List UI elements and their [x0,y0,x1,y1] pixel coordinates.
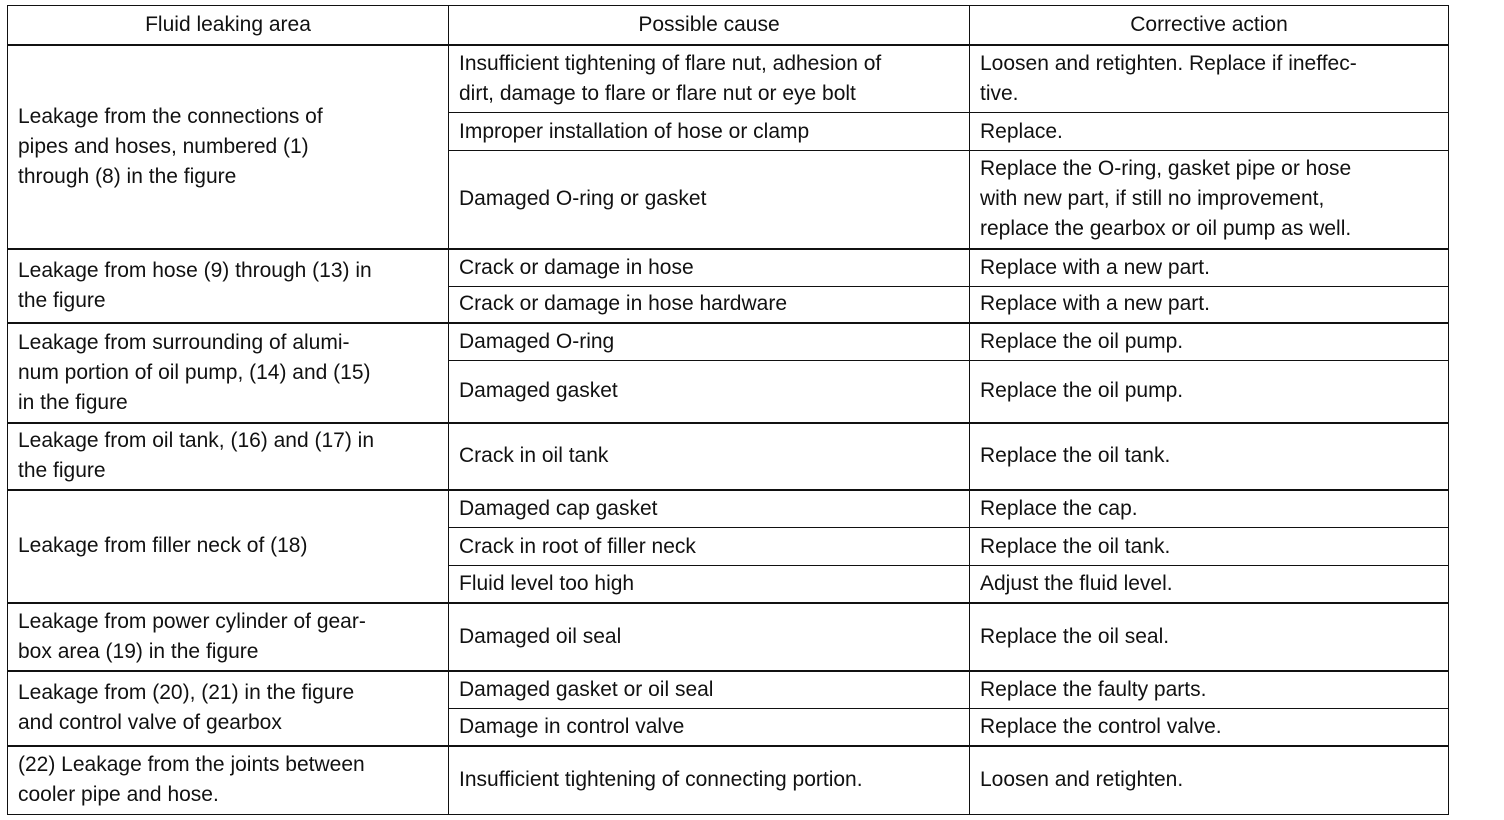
possible-cause-cell: Crack or damage in hose [449,249,970,287]
header-corrective-action: Corrective action [970,6,1449,45]
possible-cause-cell: Damaged O-ring or gasket [449,151,970,249]
table-row [8,249,1449,287]
corrective-action-cell: Replace the oil tank. [970,528,1449,566]
leaking-area-cell: Leakage from hose (9) through (13) in the figure [8,249,449,323]
possible-cause-cell: Damaged gasket or oil seal [449,671,970,709]
corrective-action-cell: Replace the control valve. [970,709,1449,746]
corrective-action-cell: Adjust the fluid level. [970,566,1449,603]
possible-cause-cell: Damaged O-ring [449,323,970,361]
possible-cause-cell: Crack or damage in hose hardware [449,287,970,323]
corrective-action-cell: Replace with a new part. [970,287,1449,323]
possible-cause-cell: Insufficient tightening of flare nut, adhesion of dirt, damage to flare or flare nut or eye bolt [449,45,970,113]
header-row [8,6,1449,45]
table-row [8,490,1449,528]
leaking-area-cell: Leakage from filler neck of (18) [8,490,449,603]
leaking-area-cell: Leakage from power cylinder of gear- box area (19) in the figure [8,603,449,671]
table-row [8,323,1449,361]
possible-cause-cell: Damaged cap gasket [449,490,970,528]
corrective-action-cell: Replace. [970,113,1449,151]
leaking-area-cell: Leakage from the connections of pipes and hoses, numbered (1) through (8) in the figure [8,45,449,249]
corrective-action-cell: Loosen and retighten. Replace if ineffec- tive. [970,45,1449,113]
corrective-action-cell: Replace the oil pump. [970,323,1449,361]
leaking-area-cell: Leakage from oil tank, (16) and (17) in the figure [8,423,449,490]
possible-cause-cell: Damaged oil seal [449,603,970,671]
corrective-action-cell: Replace the O-ring, gasket pipe or hose with new part, if still no improvement, replace the gearbox or oil pump as well. [970,151,1449,249]
possible-cause-cell: Crack in oil tank [449,423,970,490]
corrective-action-cell: Replace with a new part. [970,249,1449,287]
possible-cause-cell: Fluid level too high [449,566,970,603]
leaking-area-cell: (22) Leakage from the joints between cooler pipe and hose. [8,746,449,815]
corrective-action-cell: Replace the faulty parts. [970,671,1449,709]
table-row [8,603,1449,671]
possible-cause-cell: Improper installation of hose or clamp [449,113,970,151]
corrective-action-cell: Loosen and retighten. [970,746,1449,815]
corrective-action-cell: Replace the oil pump. [970,361,1449,423]
corrective-action-cell: Replace the cap. [970,490,1449,528]
possible-cause-cell: Insufficient tightening of connecting portion. [449,746,970,815]
table-row [8,45,1449,113]
troubleshooting-table [7,5,1449,815]
leaking-area-cell: Leakage from surrounding of alumi- num portion of oil pump, (14) and (15) in the figure [8,323,449,423]
corrective-action-cell: Replace the oil tank. [970,423,1449,490]
corrective-action-cell: Replace the oil seal. [970,603,1449,671]
table-row [8,746,1449,815]
header-possible-cause: Possible cause [449,6,970,45]
possible-cause-cell: Damage in control valve [449,709,970,746]
table-row [8,423,1449,490]
table-row [8,671,1449,709]
possible-cause-cell: Damaged gasket [449,361,970,423]
leaking-area-cell: Leakage from (20), (21) in the figure and control valve of gearbox [8,671,449,746]
header-fluid-leaking-area: Fluid leaking area [8,6,449,45]
possible-cause-cell: Crack in root of filler neck [449,528,970,566]
